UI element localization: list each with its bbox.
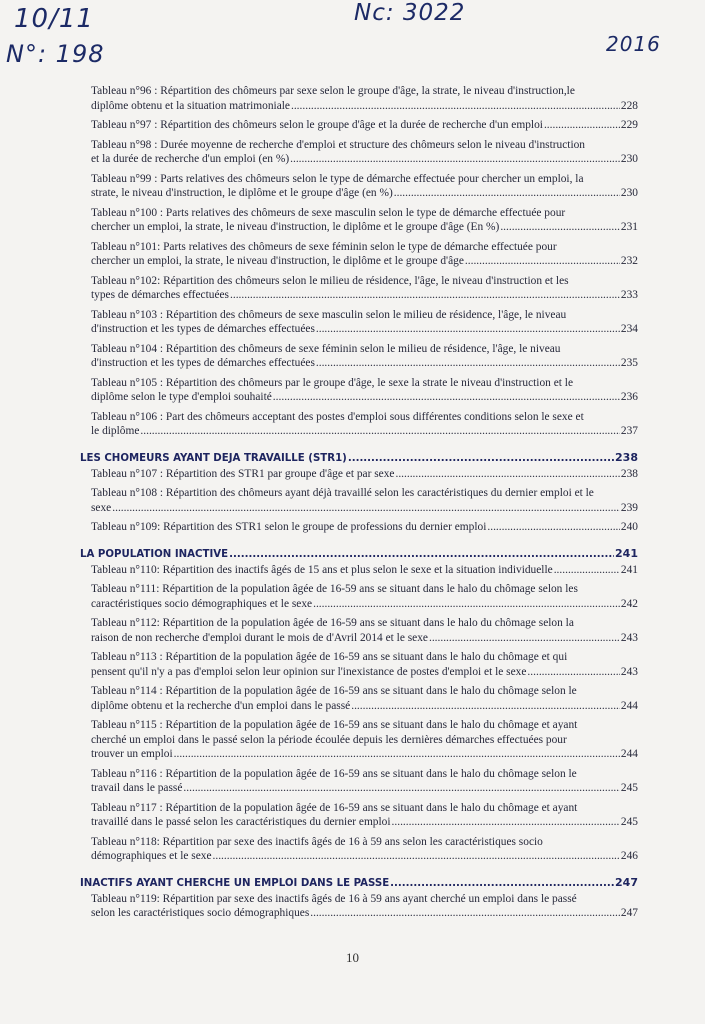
entry-text-line: Tableau n°104 : Répartition des chômeurs de sexe féminin selon le milieu de résidence, l'âge, le niveau	[91, 342, 561, 355]
entry-page-number: 243	[620, 665, 638, 678]
entry-text-line: Tableau n°103 : Répartition des chômeurs de sexe masculin selon le milieu de résidence, l'âge, le niveau	[91, 308, 567, 321]
dot-leader	[395, 467, 619, 482]
entry-text-line: diplôme selon le type d'emploi souhaité	[91, 391, 272, 403]
handwritten-note-date: 10/11	[14, 4, 94, 34]
entry-text-line: d'instruction et les types de démarches effectuées	[91, 323, 315, 335]
toc-entry[interactable]	[80, 342, 638, 371]
dot-leader	[310, 906, 620, 921]
entry-last-line	[91, 322, 638, 337]
table-of-contents	[80, 84, 638, 926]
toc-entry[interactable]	[80, 84, 638, 113]
entry-text-line: Tableau n°98 : Durée moyenne de recherche d'emploi et structure des chômeurs selon le niveau d'instruction	[91, 138, 586, 151]
entry-text-line: cherché un emploi dans le passé selon la période écoulée depuis les dernières démarches effectuées pour	[91, 733, 567, 746]
toc-entry[interactable]	[80, 308, 638, 337]
entry-page-number: 232	[620, 255, 638, 267]
entry-page-number: 234	[620, 323, 638, 335]
entry-page-number: 228	[620, 99, 638, 112]
dot-leader	[213, 849, 620, 864]
entry-text-line: diplôme obtenu et la recherche d'un emploi dans le passé	[91, 699, 351, 712]
toc-entry[interactable]	[80, 520, 638, 535]
dot-leader	[351, 699, 620, 714]
entry-text-line: Tableau n°96 : Répartition des chômeurs par sexe selon le groupe d'âge, la strate, le niveau d'instruction,le	[91, 85, 575, 97]
dot-leader	[487, 520, 620, 535]
entry-last-line	[91, 220, 638, 235]
entry-text-line: trouver un emploi	[91, 748, 173, 760]
entry-text-line: Tableau n°112: Répartition de la population âgée de 16-59 ans se situant dans le halo du chômage selon la	[91, 617, 574, 629]
entry-last-line	[91, 501, 638, 516]
entry-last-line	[91, 849, 638, 864]
handwritten-note-year: 2016	[606, 32, 661, 56]
entry-page-number: 247	[620, 907, 638, 919]
entry-last-line	[91, 747, 638, 762]
dot-leader	[273, 390, 620, 405]
entry-text-line: Tableau n°114 : Répartition de la population âgée de 16-59 ans se situant dans le halo du chômage selon le	[91, 685, 577, 697]
toc-entry[interactable]	[80, 274, 638, 303]
dot-leader	[394, 186, 620, 201]
toc-entry[interactable]	[80, 616, 638, 645]
entry-last-line	[91, 699, 638, 714]
entry-last-line	[91, 118, 638, 133]
entry-text-line: Tableau n°110: Répartition des inactifs âgés de 15 ans et plus selon le sexe et la situation individuelle	[91, 563, 553, 576]
entry-last-line	[91, 152, 638, 167]
entry-text-line: Tableau n°118: Répartition par sexe des inactifs âgés de 16 à 59 ans selon les caractéristiques socio	[91, 835, 543, 848]
dot-leader	[527, 665, 619, 680]
toc-entry[interactable]	[80, 563, 638, 578]
entry-page-number: 244	[620, 748, 638, 760]
entry-page-number: 246	[620, 850, 638, 862]
toc-entry[interactable]	[80, 467, 638, 482]
toc-section-heading[interactable]	[80, 876, 638, 889]
entry-text-line: raison de non recherche d'emploi durant le mois de d'Avril 2014 et le sexe	[91, 631, 428, 644]
dot-leader	[544, 118, 620, 133]
toc-entry[interactable]	[80, 767, 638, 796]
entry-text-line: Tableau n°116 : Répartition de la population âgée de 16-59 ans se situant dans le halo du chômage selon le	[91, 767, 577, 780]
entry-text-line: Tableau n°106 : Part des chômeurs acceptant des postes d'emploi sous différentes conditions selon le sexe et	[91, 410, 584, 423]
entry-text-line: sexe	[91, 501, 112, 514]
entry-page-number: 245	[620, 782, 638, 794]
dot-leader	[316, 322, 620, 337]
entry-page-number: 245	[620, 816, 638, 828]
entry-last-line	[91, 390, 638, 405]
page-number: 10	[346, 950, 359, 965]
dot-leader	[348, 453, 614, 464]
entry-text-line: Tableau n°105 : Répartition des chômeurs par le groupe d'âge, le sexe la strate le niveau d'instruction et le	[91, 376, 573, 389]
toc-entry[interactable]	[80, 376, 638, 405]
toc-entry[interactable]	[80, 835, 638, 864]
toc-entry[interactable]	[80, 240, 638, 269]
entry-text-line: diplôme obtenu et la situation matrimoniale	[91, 99, 290, 112]
entry-last-line	[91, 781, 638, 796]
toc-entry[interactable]	[80, 206, 638, 235]
entry-last-line	[91, 186, 638, 201]
entry-text-line: Tableau n°102: Répartition des chômeurs selon le milieu de résidence, l'âge, le niveau d'instruction et les	[91, 274, 569, 287]
entry-page-number: 230	[620, 153, 638, 165]
entry-last-line	[91, 665, 638, 680]
section-title: LES CHOMEURS AYANT DEJA TRAVAILLE (STR1)	[80, 452, 347, 464]
entry-text-line: travail dans le passé	[91, 782, 183, 794]
entry-last-line	[91, 815, 638, 830]
dot-leader	[500, 220, 620, 235]
dot-leader	[112, 501, 620, 516]
entry-page-number: 233	[620, 289, 638, 301]
dot-leader	[554, 563, 620, 578]
handwritten-note-number: N°: 198	[6, 40, 105, 68]
entry-text-line: Tableau n°107 : Répartition des STR1 par groupe d'âge et par sexe	[91, 467, 395, 480]
entry-text-line: caractéristiques socio démographiques et le sexe	[91, 597, 313, 610]
dot-leader	[313, 597, 620, 612]
toc-entry[interactable]	[80, 486, 638, 515]
dot-leader	[316, 356, 620, 371]
toc-entry[interactable]	[80, 892, 638, 921]
toc-entry[interactable]	[80, 172, 638, 201]
entry-text-line: pensent qu'il n'y a pas d'emploi selon leur opinion sur l'inexistance de postes d'emploi et le sexe	[91, 665, 527, 678]
handwritten-note-reference: Nc: 3022	[354, 0, 466, 26]
entry-text-line: et la durée de recherche d'un emploi (en %)	[91, 153, 290, 165]
entry-page-number: 244	[620, 699, 638, 712]
section-page-number: 238	[615, 450, 638, 464]
entry-text-line: Tableau n°97 : Répartition des chômeurs selon le groupe d'âge et la durée de recherche d'un emploi	[91, 119, 543, 131]
entry-text-line: strate, le niveau d'instruction, le diplôme et le groupe d'âge (en %)	[91, 187, 393, 199]
entry-text-line: Tableau n°108 : Répartition des chômeurs ayant déjà travaillé selon les caractéristiques du dernier emploi et le	[91, 487, 594, 499]
entry-page-number: 235	[620, 357, 638, 369]
entry-page-number: 237	[620, 425, 638, 437]
entry-text-line: d'instruction et les types de démarches effectuées	[91, 357, 315, 369]
entry-text-line: selon les caractéristiques socio démographiques	[91, 907, 310, 919]
entry-page-number: 236	[620, 391, 638, 403]
entry-text-line: Tableau n°109: Répartition des STR1 selon le groupe de professions du dernier emploi	[91, 521, 487, 533]
entry-text-line: Tableau n°99 : Parts relatives des chômeurs selon le type de démarche effectuée pour chercher un emploi, la	[91, 172, 584, 185]
dot-leader	[140, 424, 620, 439]
toc-entry[interactable]	[80, 410, 638, 439]
entry-text-line: Tableau n°113 : Répartition de la population âgée de 16-59 ans se situant dans le halo du chômage et qui	[91, 651, 568, 663]
entry-text-line: Tableau n°101: Parts relatives des chômeurs de sexe féminin selon le type de démarche effectuée pour	[91, 240, 557, 253]
toc-entry[interactable]	[80, 684, 638, 713]
dot-leader	[290, 152, 620, 167]
entry-page-number: 229	[620, 119, 638, 131]
dot-leader	[465, 254, 620, 269]
entry-page-number: 238	[620, 467, 638, 480]
toc-section-heading[interactable]	[80, 547, 638, 560]
entry-text-line: Tableau n°111: Répartition de la population âgée de 16-59 ans se situant dans le halo du chômage selon les	[91, 583, 578, 595]
entry-last-line	[91, 99, 638, 114]
entry-page-number: 243	[620, 631, 638, 644]
entry-last-line	[91, 597, 638, 612]
entry-text-line: travaillé dans le passé selon les caractéristiques du dernier emploi	[91, 816, 391, 828]
entry-last-line	[91, 288, 638, 303]
entry-page-number: 239	[620, 501, 638, 514]
dot-leader	[230, 288, 620, 303]
entry-text-line: le diplôme	[91, 425, 140, 437]
entry-last-line	[91, 563, 638, 578]
entry-text-line: démographiques et le sexe	[91, 850, 212, 862]
entry-last-line	[91, 356, 638, 371]
entry-page-number: 242	[620, 597, 638, 610]
dot-leader	[174, 747, 620, 762]
section-title: INACTIFS AYANT CHERCHE UN EMPLOI DANS LE PASSE	[80, 877, 390, 889]
entry-text-line: types de démarches effectuées	[91, 289, 229, 301]
toc-entry[interactable]	[80, 138, 638, 167]
entry-text-line: Tableau n°115 : Répartition de la population âgée de 16-59 ans se situant dans le halo du chômage et ayant	[91, 719, 578, 731]
entry-page-number: 241	[620, 563, 638, 576]
dot-leader	[390, 878, 614, 889]
entry-text-line: Tableau n°119: Répartition par sexe des inactifs âgés de 16 à 59 ans ayant cherché un emploi dans le passé	[91, 892, 577, 905]
dot-leader	[291, 99, 620, 114]
dot-leader	[429, 631, 620, 646]
entry-text-line: chercher un emploi, la strate, le niveau d'instruction, le diplôme et le groupe d'âge (En %)	[91, 221, 500, 233]
entry-page-number: 240	[620, 521, 638, 533]
toc-entry[interactable]	[80, 582, 638, 611]
entry-text-line: Tableau n°100 : Parts relatives des chômeurs de sexe masculin selon le type de démarche effectuée pour	[91, 206, 566, 219]
dot-leader	[392, 815, 620, 830]
section-title: LA POPULATION INACTIVE	[80, 548, 229, 560]
toc-entry[interactable]	[80, 801, 638, 830]
entry-last-line	[91, 520, 638, 535]
entry-text-line: chercher un emploi, la strate, le niveau d'instruction, le diplôme et le groupe d'âge	[91, 255, 464, 267]
section-page-number: 241	[615, 546, 638, 560]
section-page-number: 247	[615, 875, 638, 889]
toc-section-heading[interactable]	[80, 451, 638, 464]
dot-leader	[183, 781, 619, 796]
dot-leader	[229, 549, 614, 560]
entry-last-line	[91, 467, 638, 482]
entry-last-line	[91, 631, 638, 646]
entry-text-line: Tableau n°117 : Répartition de la population âgée de 16-59 ans se situant dans le halo du chômage et ayant	[91, 801, 578, 814]
entry-page-number: 231	[620, 221, 638, 233]
entry-last-line	[91, 906, 638, 921]
entry-last-line	[91, 254, 638, 269]
toc-entry[interactable]	[80, 718, 638, 762]
entry-page-number: 230	[620, 187, 638, 199]
entry-last-line	[91, 424, 638, 439]
toc-entry[interactable]	[80, 650, 638, 679]
toc-entry[interactable]	[80, 118, 638, 133]
